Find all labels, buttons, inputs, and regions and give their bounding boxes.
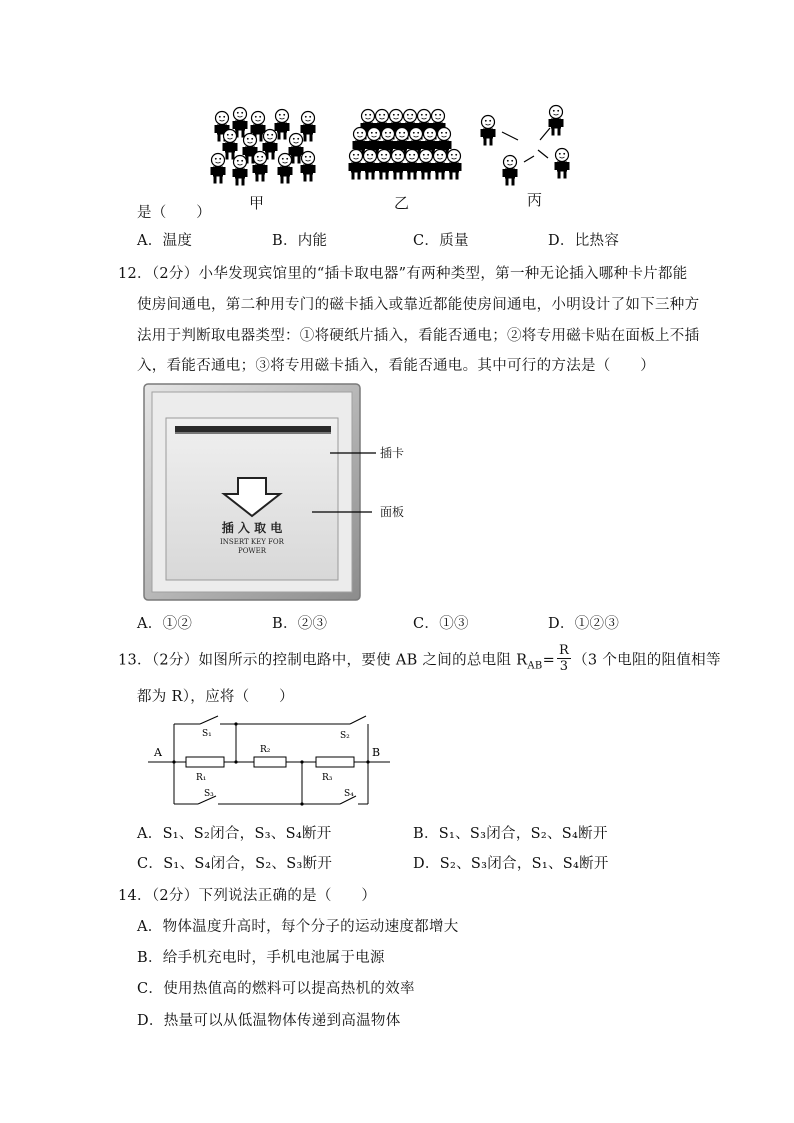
circuit-label-b: B [372, 746, 381, 759]
q13-frac-den: 3 [559, 659, 569, 674]
group-yi [349, 110, 462, 180]
q12-option-b: B．②③ [272, 616, 328, 632]
q13-stem-line-1b: （3 个电阻的阻值相等 [573, 652, 721, 669]
q11-option-d: D．比热容 [548, 233, 620, 249]
figure-label-bing: 丙 [527, 191, 543, 209]
label-card: 插卡 [380, 446, 405, 460]
q13-stem-line-1a: 13．（2分）如图所示的控制电路中，要使 AB 之间的总电阻 R [118, 652, 528, 669]
q14-option-d: D．热量可以从低温物体传递到高温物体 [137, 1013, 401, 1029]
q12-option-c: C．①③ [413, 616, 469, 632]
figure-label-jia: 甲 [249, 194, 265, 212]
circuit-label-s4: S₄ [344, 789, 354, 799]
q12-stem-line-4: 入，看能否通电；③将专用磁卡插入，看能否通电。其中可行的方法是（ ） [137, 358, 655, 374]
panel-text-cn: 插 入 取 电 [221, 521, 283, 535]
panel-text-en-1: INSERT KEY FOR [220, 538, 284, 546]
q13-stem-line-2: 都为 R），应将（ ） [137, 689, 294, 705]
q13-option-c: C．S₁、S₄闭合，S₂、S₃断开 [137, 856, 333, 872]
q13-option-b: B．S₁、S₃闭合，S₂、S₄断开 [413, 826, 608, 842]
circuit-label-a: A [154, 746, 162, 759]
q13-sub-ab: AB [527, 660, 543, 672]
group-jia [211, 108, 316, 186]
q12-option-a: A．①② [137, 616, 193, 632]
q12-stem-line-1: 12．（2分）小华发现宾馆里的“插卡取电器”有两种类型，第一种无论插入哪种卡片都能 [118, 266, 688, 282]
q13-option-d: D．S₂、S₃闭合，S₁、S₄断开 [413, 856, 609, 872]
q12-stem-line-2: 使房间通电，第二种用专门的磁卡插入或靠近都能使房间通电，小明设计了如下三种方 [137, 297, 700, 313]
q13-frac-num: R [559, 643, 570, 658]
circuit-label-s2: S₂ [340, 731, 350, 741]
q13-fraction [557, 643, 571, 674]
q14-option-a: A．物体温度升高时，每个分子的运动速度都增大 [137, 919, 459, 935]
q12-stem-line-3: 法用于判断取电器类型：①将硬纸片插入，看能否通电；②将专用磁卡贴在面板上不插 [137, 328, 700, 344]
circuit-label-r1: R₁ [196, 773, 207, 783]
group-bing [481, 106, 570, 186]
figure-label-yi: 乙 [394, 194, 410, 212]
card-switch-figure [142, 382, 432, 604]
q12-option-d: D．①②③ [548, 616, 620, 632]
circuit-label-s3: S₃ [204, 789, 214, 799]
q11-option-a: A．温度 [137, 233, 193, 249]
q14-option-c: C．使用热值高的燃料可以提高热机的效率 [137, 981, 415, 997]
q14-option-b: B．给手机充电时，手机电池属于电源 [137, 950, 385, 966]
circuit-label-r3: R₃ [322, 773, 333, 783]
q11-option-b: B．内能 [272, 233, 328, 249]
circuit-diagram [140, 714, 400, 814]
panel-text-en-2: POWER [237, 547, 267, 555]
q14-stem: 14．（2分）下列说法正确的是（ ） [118, 888, 377, 904]
circuit-label-s1: S₁ [202, 729, 212, 739]
q13-eq: = [542, 652, 556, 669]
label-panel: 面板 [380, 505, 405, 519]
q13-stem-line-1 [118, 645, 721, 676]
q13-option-a: A．S₁、S₂闭合，S₃、S₄断开 [137, 826, 332, 842]
q11-option-c: C．质量 [413, 233, 469, 249]
q11-stem-tail: 是（ ） [137, 205, 211, 221]
circuit-label-r2: R₂ [260, 745, 271, 755]
